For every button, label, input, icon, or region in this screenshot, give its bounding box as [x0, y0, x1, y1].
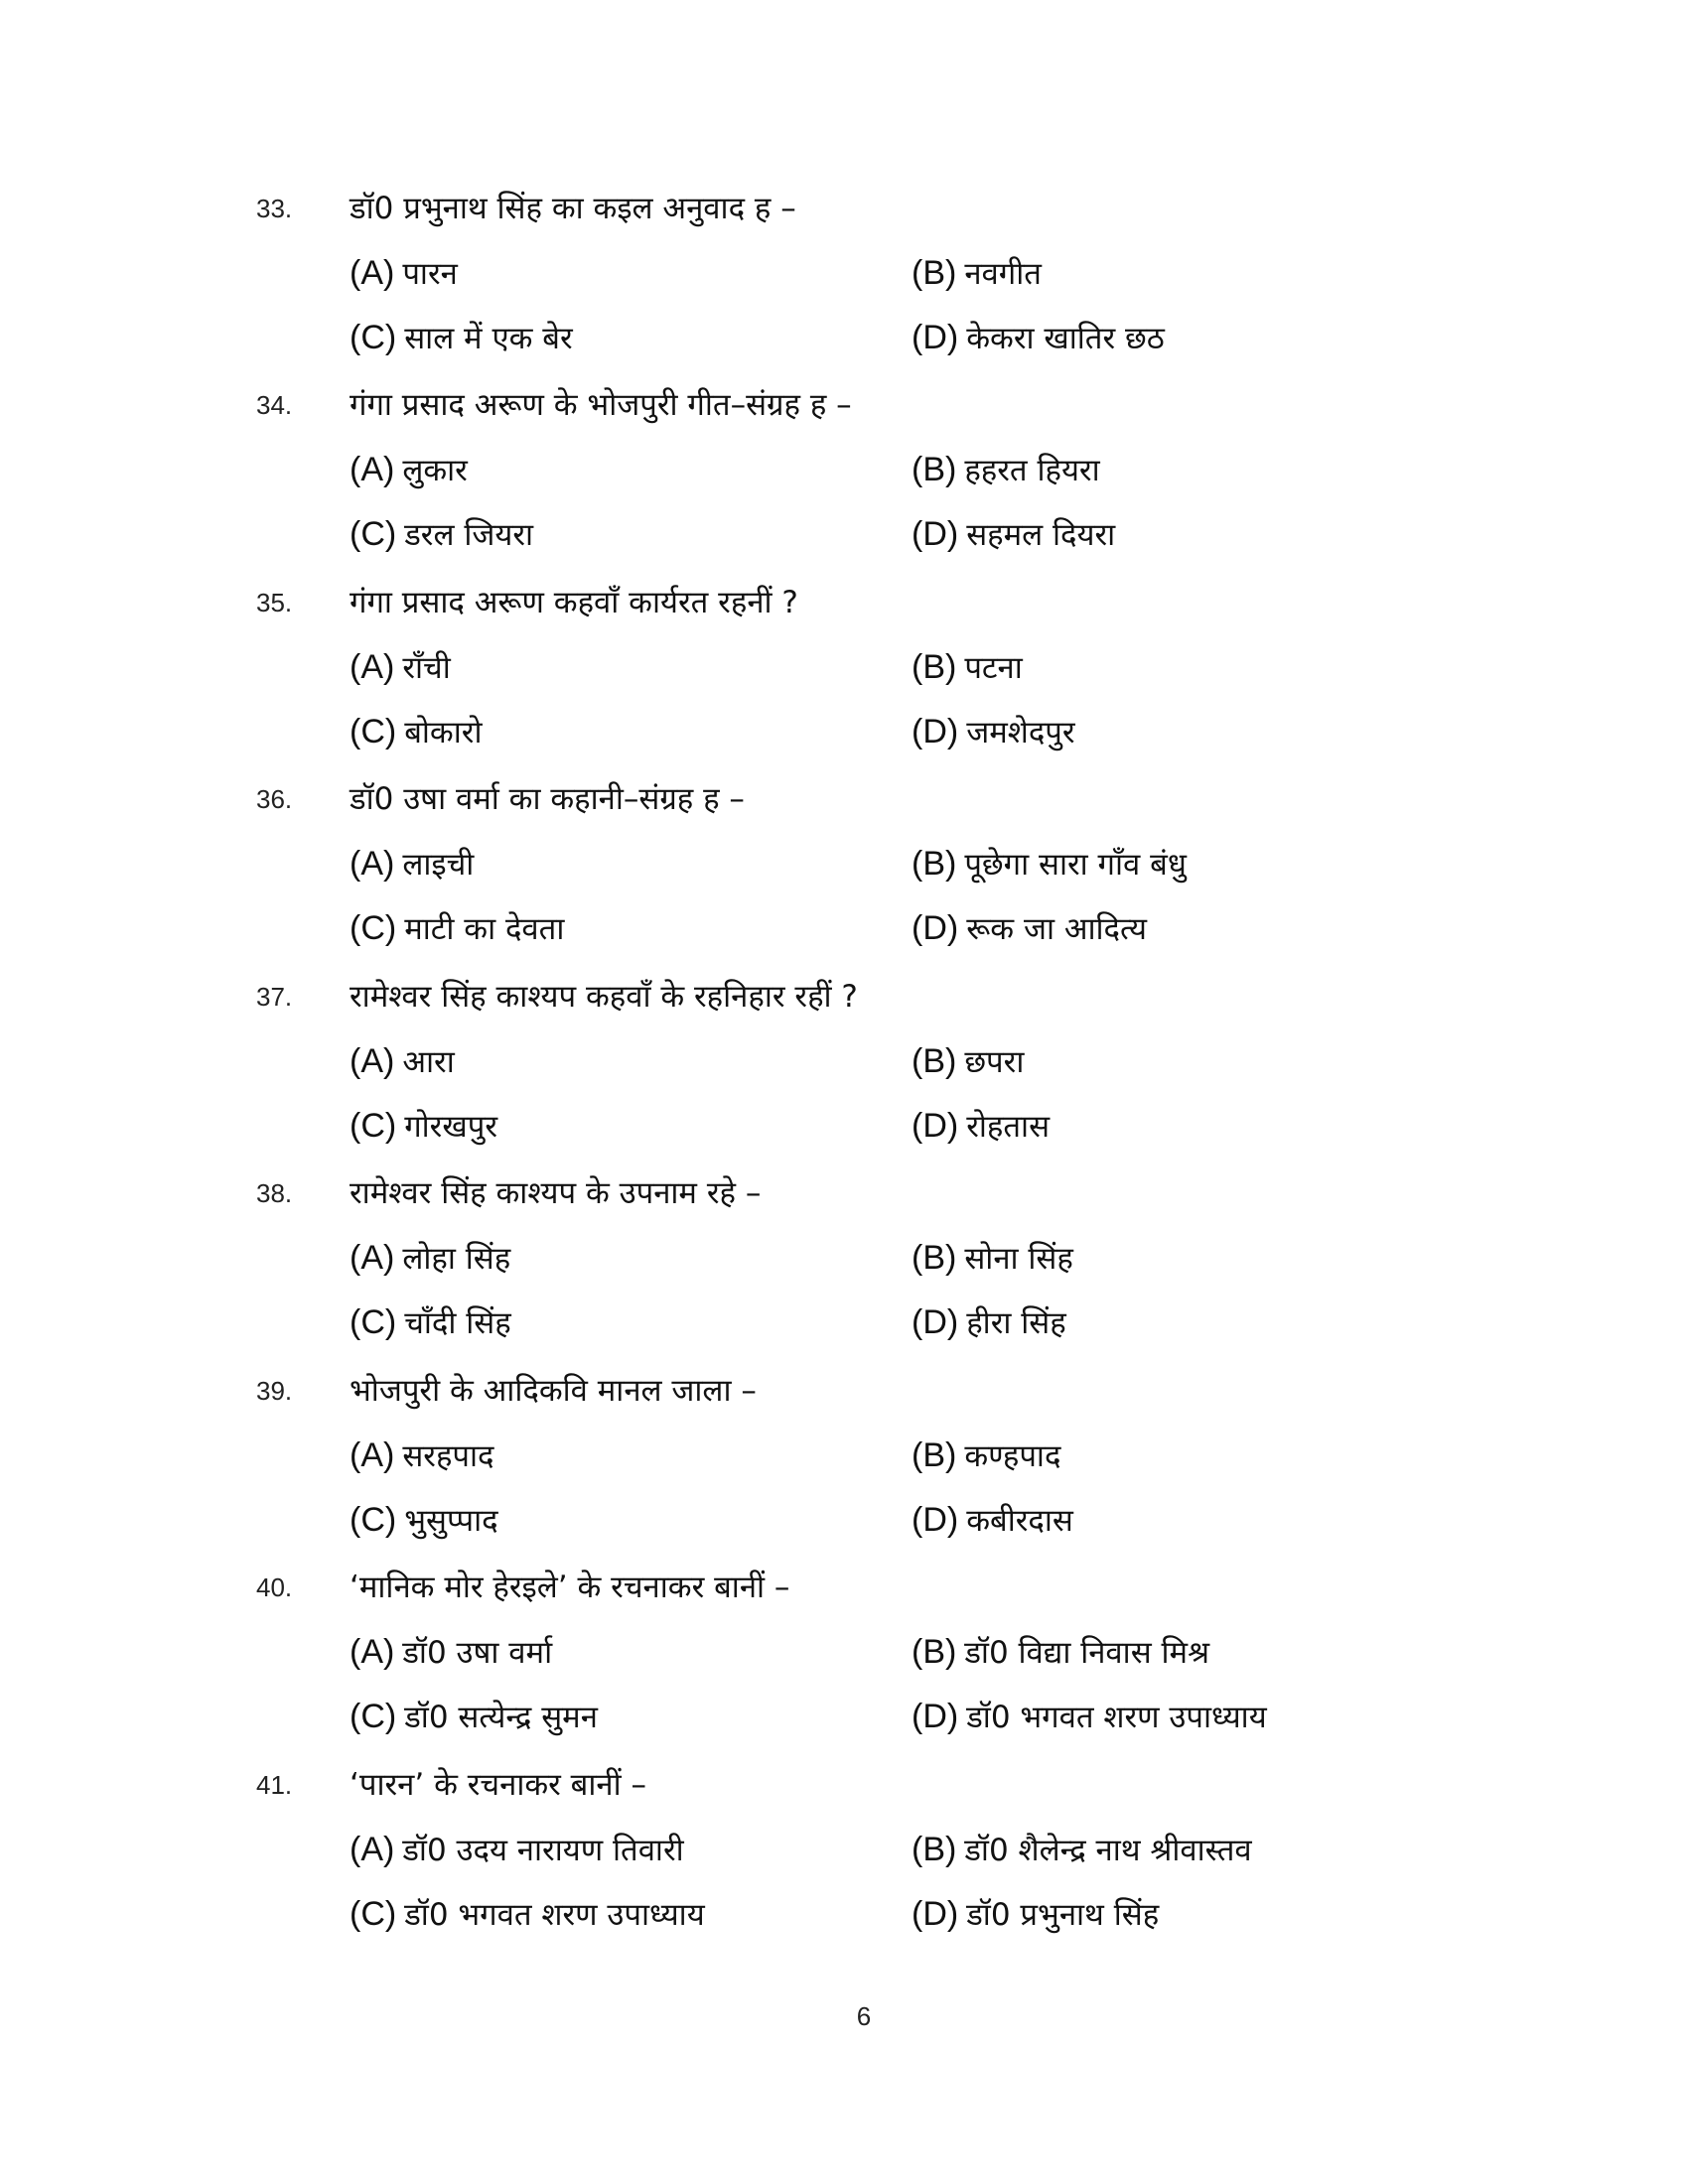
- option-label: (D): [912, 319, 959, 356]
- option-b: [912, 1228, 1073, 1288]
- option-a: [350, 834, 474, 893]
- option-text: सहमल दियरा: [966, 517, 1116, 553]
- option-label: (A): [350, 1633, 395, 1671]
- question-39: [0, 1361, 1688, 1558]
- option-text: चाँदी सिंह: [404, 1305, 511, 1341]
- options-row-ab: [0, 637, 1688, 697]
- options-row-cd: [0, 702, 1688, 761]
- option-text: माटी का देवता: [404, 911, 565, 947]
- options-row-ab: [0, 834, 1688, 893]
- option-c: [350, 702, 482, 761]
- option-text: भुसुप्पाद: [404, 1503, 498, 1539]
- option-c: [350, 898, 564, 958]
- question-number: 34.: [256, 390, 293, 420]
- option-text: डॉ0 सत्येन्द्र सुमन: [404, 1700, 598, 1735]
- question-stem: [0, 1361, 1688, 1421]
- option-label: (C): [350, 1501, 397, 1539]
- option-c: [350, 1884, 705, 1944]
- options-row-cd: [0, 898, 1688, 958]
- question-number: 38.: [256, 1178, 293, 1208]
- options-row-cd: [0, 1687, 1688, 1746]
- option-text: हहरत हियरा: [964, 453, 1100, 488]
- option-d: [912, 1293, 1066, 1352]
- option-label: (B): [912, 1042, 957, 1080]
- option-text: डॉ0 उषा वर्मा: [402, 1635, 553, 1671]
- option-b: [912, 1426, 1060, 1485]
- option-label: (C): [350, 515, 397, 553]
- question-38: [0, 1163, 1688, 1360]
- question-text: गंगा प्रसाद अरूण कहवाँ कार्यरत रहनीं ?: [350, 585, 798, 620]
- question-stem: [0, 375, 1688, 435]
- option-text: साल में एक बेर: [404, 321, 573, 356]
- option-text: डॉ0 भगवत शरण उपाध्याय: [404, 1897, 705, 1933]
- question-text: रामेश्वर सिंह काश्यप के उपनाम रहे –: [350, 1175, 762, 1211]
- options-row-cd: [0, 504, 1688, 564]
- option-text: पूछेगा सारा गाँव बंधु: [964, 847, 1187, 883]
- option-a: [350, 1820, 684, 1879]
- option-label: (B): [912, 451, 957, 488]
- question-stem: [0, 179, 1688, 238]
- option-b: [912, 440, 1100, 499]
- options-row-cd: [0, 1293, 1688, 1352]
- option-label: (B): [912, 845, 957, 883]
- option-label: (C): [350, 1107, 397, 1145]
- options-row-ab: [0, 1031, 1688, 1091]
- question-number: 37.: [256, 982, 293, 1012]
- option-text: बोकारो: [404, 715, 483, 751]
- option-label: (D): [912, 909, 959, 947]
- question-34: [0, 375, 1688, 572]
- option-d: [912, 1490, 1073, 1550]
- option-text: छपरा: [964, 1044, 1025, 1080]
- option-b: [912, 1820, 1252, 1879]
- question-number: 40.: [256, 1572, 293, 1602]
- option-text: आरा: [402, 1044, 455, 1080]
- question-stem: [0, 1558, 1688, 1617]
- option-label: (D): [912, 713, 959, 751]
- option-label: (D): [912, 1895, 959, 1933]
- question-36: [0, 769, 1688, 966]
- option-b: [912, 834, 1187, 893]
- option-text: कण्हपाद: [964, 1438, 1061, 1474]
- option-a: [350, 243, 458, 303]
- option-c: [350, 1687, 598, 1746]
- option-label: (B): [912, 1831, 957, 1868]
- question-text: रामेश्वर सिंह काश्यप कहवाँ के रहनिहार रहीं ?: [350, 979, 858, 1015]
- option-text: लोहा सिंह: [402, 1241, 511, 1277]
- option-a: [350, 440, 468, 499]
- option-label: (D): [912, 515, 959, 553]
- option-text: डॉ0 विद्या निवास मिश्र: [964, 1635, 1210, 1671]
- options-row-ab: [0, 1228, 1688, 1288]
- page-number: 6: [856, 2001, 872, 2031]
- option-d: [912, 504, 1115, 564]
- option-text: सोना सिंह: [964, 1241, 1073, 1277]
- option-d: [912, 898, 1147, 958]
- option-label: (B): [912, 1239, 957, 1277]
- option-label: (C): [350, 909, 397, 947]
- option-label: (C): [350, 1895, 397, 1933]
- option-c: [350, 308, 573, 367]
- question-text: डॉ0 उषा वर्मा का कहानी–संग्रह ह –: [350, 781, 745, 817]
- question-stem: [0, 967, 1688, 1026]
- options-row-ab: [0, 440, 1688, 499]
- option-text: पटना: [964, 650, 1023, 686]
- option-c: [350, 1293, 511, 1352]
- option-b: [912, 1622, 1209, 1682]
- option-b: [912, 1031, 1024, 1091]
- question-text: डॉ0 प्रभुनाथ सिंह का कइल अनुवाद ह –: [350, 191, 796, 226]
- option-label: (A): [350, 1042, 395, 1080]
- options-row-ab: [0, 1426, 1688, 1485]
- option-text: रूक जा आदित्य: [966, 911, 1147, 947]
- options-row-ab: [0, 1820, 1688, 1879]
- question-stem: [0, 1163, 1688, 1223]
- option-d: [912, 1687, 1267, 1746]
- option-label: (A): [350, 1831, 395, 1868]
- option-text: नवगीत: [964, 256, 1042, 292]
- option-c: [350, 504, 533, 564]
- question-number: 39.: [256, 1376, 293, 1406]
- question-stem: [0, 1755, 1688, 1815]
- option-label: (A): [350, 451, 395, 488]
- question-40: [0, 1558, 1688, 1754]
- option-label: (B): [912, 1633, 957, 1671]
- option-label: (A): [350, 845, 395, 883]
- option-label: (B): [912, 254, 957, 292]
- option-text: डॉ0 भगवत शरण उपाध्याय: [966, 1700, 1267, 1735]
- question-33: [0, 179, 1688, 375]
- option-d: [912, 308, 1165, 367]
- option-label: (C): [350, 319, 397, 356]
- option-text: डॉ0 प्रभुनाथ सिंह: [966, 1897, 1160, 1933]
- option-text: गोरखपुर: [404, 1109, 498, 1145]
- option-text: राँची: [402, 650, 451, 686]
- question-number: 36.: [256, 784, 293, 814]
- option-text: जमशेदपुर: [966, 715, 1075, 751]
- option-label: (B): [912, 1436, 957, 1474]
- question-stem: [0, 769, 1688, 829]
- option-a: [350, 637, 451, 697]
- option-text: लुकार: [402, 453, 468, 488]
- option-text: केकरा खातिर छठ: [966, 321, 1165, 356]
- options-row-cd: [0, 1884, 1688, 1944]
- option-text: डॉ0 उदय नारायण तिवारी: [402, 1833, 684, 1868]
- question-stem: [0, 573, 1688, 632]
- option-text: सरहपाद: [402, 1438, 494, 1474]
- question-37: [0, 967, 1688, 1163]
- options-row-cd: [0, 1096, 1688, 1156]
- option-label: (A): [350, 1436, 395, 1474]
- question-number: 41.: [256, 1770, 293, 1800]
- option-text: लाइची: [402, 847, 475, 883]
- option-label: (D): [912, 1107, 959, 1145]
- options-row-ab: [0, 243, 1688, 303]
- question-number: 35.: [256, 588, 293, 617]
- option-label: (D): [912, 1501, 959, 1539]
- option-text: डरल जियरा: [404, 517, 534, 553]
- option-label: (C): [350, 1303, 397, 1341]
- option-text: कबीरदास: [966, 1503, 1073, 1539]
- option-d: [912, 1884, 1159, 1944]
- options-row-cd: [0, 308, 1688, 367]
- question-35: [0, 573, 1688, 769]
- option-a: [350, 1031, 455, 1091]
- option-label: (C): [350, 1698, 397, 1735]
- question-41: [0, 1755, 1688, 1952]
- options-row-ab: [0, 1622, 1688, 1682]
- option-label: (A): [350, 254, 395, 292]
- option-label: (D): [912, 1303, 959, 1341]
- question-text: भोजपुरी के आदिकवि मानल जाला –: [350, 1373, 757, 1409]
- option-text: पारन: [402, 256, 458, 292]
- option-a: [350, 1228, 510, 1288]
- option-label: (B): [912, 648, 957, 686]
- option-label: (D): [912, 1698, 959, 1735]
- option-c: [350, 1490, 498, 1550]
- option-a: [350, 1426, 494, 1485]
- option-b: [912, 243, 1042, 303]
- option-text: रोहतास: [966, 1109, 1051, 1145]
- question-text: ‘मानिक मोर हेरइले’ के रचनाकर बानीं –: [350, 1570, 790, 1605]
- option-d: [912, 1096, 1050, 1156]
- question-number: 33.: [256, 194, 293, 223]
- question-text: ‘पारन’ के रचनाकर बानीं –: [350, 1767, 647, 1803]
- options-row-cd: [0, 1490, 1688, 1550]
- option-text: हीरा सिंह: [966, 1305, 1066, 1341]
- option-label: (A): [350, 648, 395, 686]
- option-text: डॉ0 शैलेन्द्र नाथ श्रीवास्तव: [964, 1833, 1252, 1868]
- option-b: [912, 637, 1023, 697]
- option-a: [350, 1622, 552, 1682]
- option-label: (A): [350, 1239, 395, 1277]
- option-c: [350, 1096, 497, 1156]
- option-label: (C): [350, 713, 397, 751]
- question-text: गंगा प्रसाद अरूण के भोजपुरी गीत–संग्रह ह –: [350, 387, 852, 423]
- option-d: [912, 702, 1075, 761]
